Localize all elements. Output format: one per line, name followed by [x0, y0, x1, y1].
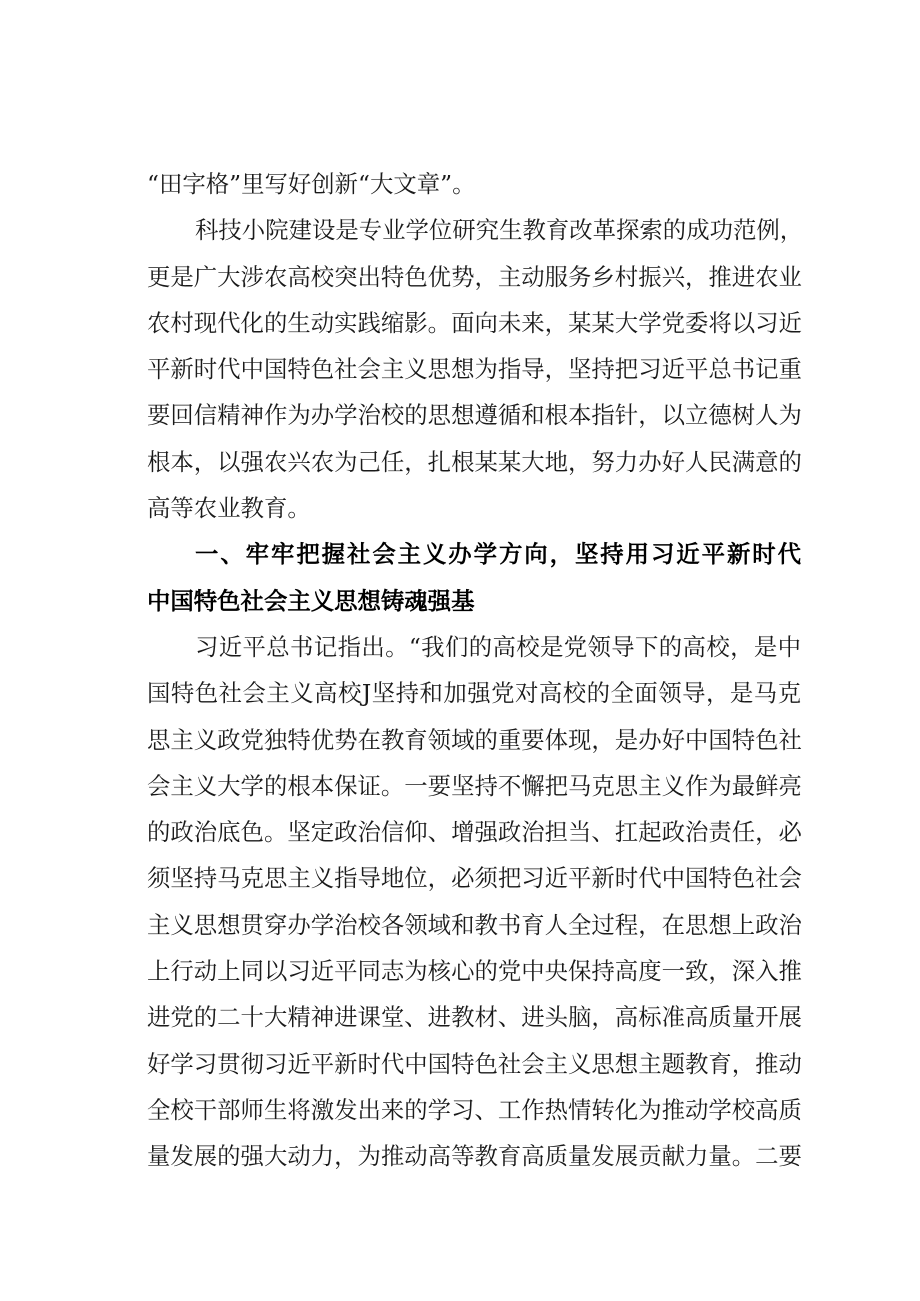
text-line: 好学习贯彻习近平新时代中国特色社会主义思想主题教育，推动	[147, 1049, 802, 1078]
section-heading-continued: 中国特色社会主义思想铸魂强基	[147, 586, 475, 615]
paragraph-first-line: 习近平总书记指出。“我们的高校是党领导下的高校，是中	[195, 632, 801, 661]
text-line: 量发展的强大动力，为推动高等教育高质量发展贡献力量。二要	[147, 1142, 802, 1171]
text-line: 思主义政党独特优势在教育领域的重要体现，是办好中国特色社	[147, 725, 802, 754]
text-line: “田字格”里写好创新“大文章”。	[147, 170, 476, 198]
text-line: 农村现代化的生动实践缩影。面向未来，某某大学党委将以习近	[147, 308, 802, 337]
text-line: 全校干部师生将激发出来的学习、工作热情转化为推动学校高质	[147, 1095, 802, 1124]
text-line: 主义思想贯穿办学治校各领域和教书育人全过程，在思想上政治	[147, 910, 802, 939]
text-line: 根本，以强农兴农为己任，扎根某某大地，努力办好人民满意的	[147, 447, 802, 476]
text-line: 须坚持马克思主义指导地位，必须把习近平新时代中国特色社会	[147, 864, 802, 893]
body-text	[147, 161, 804, 1180]
text-line: 的政治底色。坚定政治信仰、增强政治担当、扛起政治责任，必	[147, 818, 802, 847]
text-line: 会主义大学的根本保证。一要坚持不懈把马克思主义作为最鲜亮	[147, 771, 802, 800]
text-line: 平新时代中国特色社会主义思想为指导，坚持把习近平总书记重	[147, 355, 802, 384]
text-line: 高等农业教育。	[147, 494, 311, 523]
paragraph-first-line: 科技小院建设是专业学位研究生教育改革探索的成功范例，	[195, 216, 804, 245]
text-line: 国特色社会主义高校J坚持和加强党对高校的全面领导，是马克	[147, 679, 801, 708]
text-line: 上行动上同以习近平同志为核心的党中央保持高度一致，深入推	[147, 957, 802, 986]
text-line: 更是广大涉农高校突出特色优势，主动服务乡村振兴，推进农业	[147, 262, 802, 291]
text-line: 进党的二十大精神进课堂、进教材、进头脑，高标准高质量开展	[147, 1003, 802, 1032]
text-line: 要回信精神作为办学治校的思想遵循和根本指针，以立德树人为	[147, 401, 802, 430]
section-heading: 一、牢牢把握社会主义办学方向，坚持用习近平新时代	[195, 540, 801, 569]
